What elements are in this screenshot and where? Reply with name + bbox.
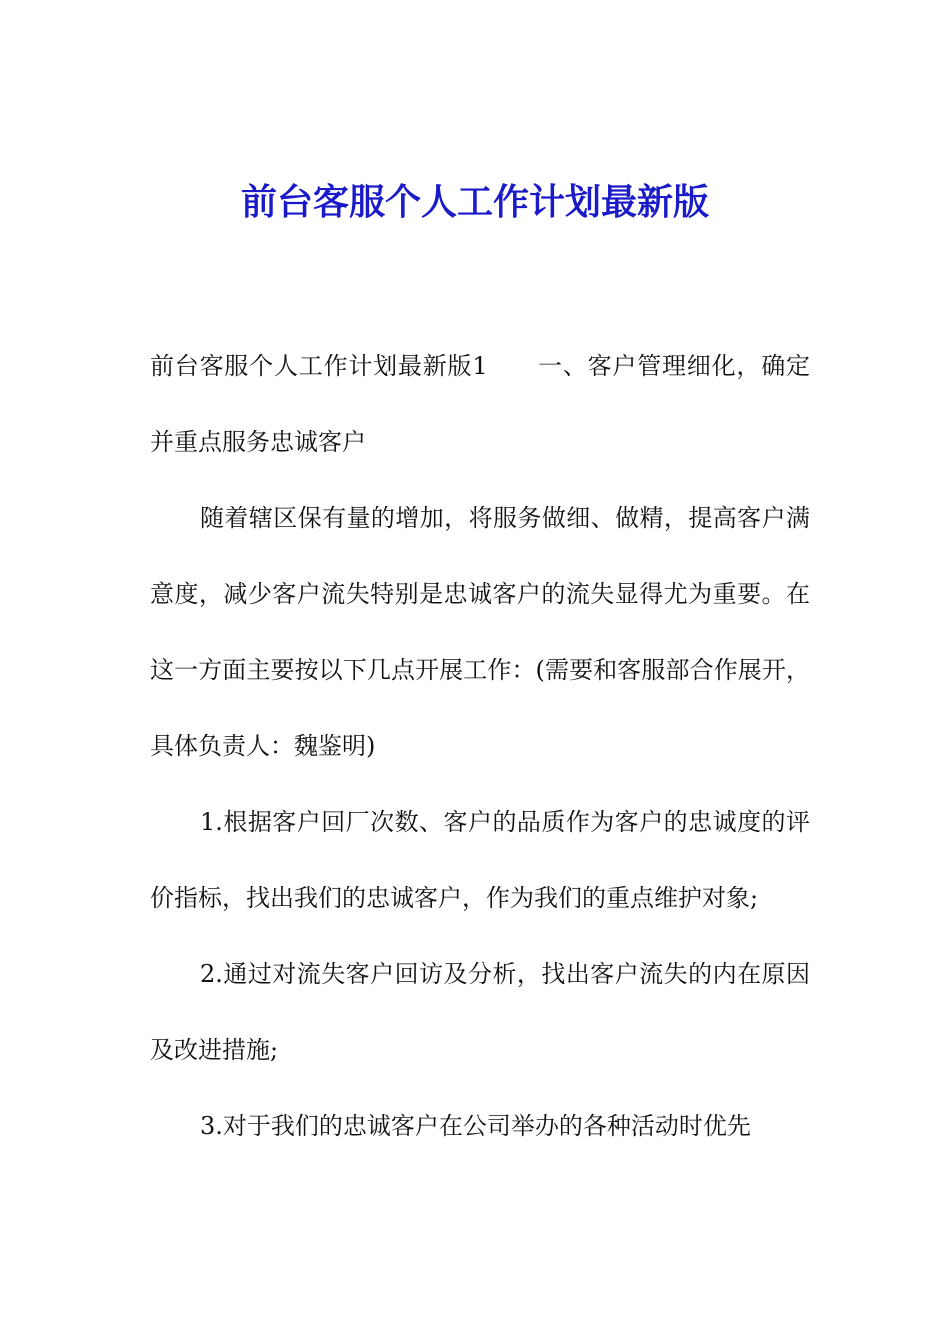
paragraph-item-2: 2.通过对流失客户回访及分析，找出客户流失的内在原因及改进措施; [150, 960, 810, 1064]
paragraph-customer-satisfaction: 随着辖区保有量的增加，将服务做细、做精，提高客户满意度，减少客户流失特别是忠诚客户的流失显得尤为重要。在这一方面主要按以下几点开展工作：(需要和客服部合作展开，具体负责人：魏鉴明) [150, 504, 810, 760]
paragraph-intro: 前台客服个人工作计划最新版1 一、客户管理细化，确定并重点服务忠诚客户 [150, 352, 810, 456]
document-title: 前台客服个人工作计划最新版 [240, 181, 709, 223]
document-body [150, 328, 810, 1164]
paragraph-item-1: 1.根据客户回厂次数、客户的品质作为客户的忠诚度的评价指标，找出我们的忠诚客户，作为我们的重点维护对象; [150, 808, 810, 912]
paragraph-item-3: 3.对于我们的忠诚客户在公司举办的各种活动时优先 [200, 1112, 751, 1140]
